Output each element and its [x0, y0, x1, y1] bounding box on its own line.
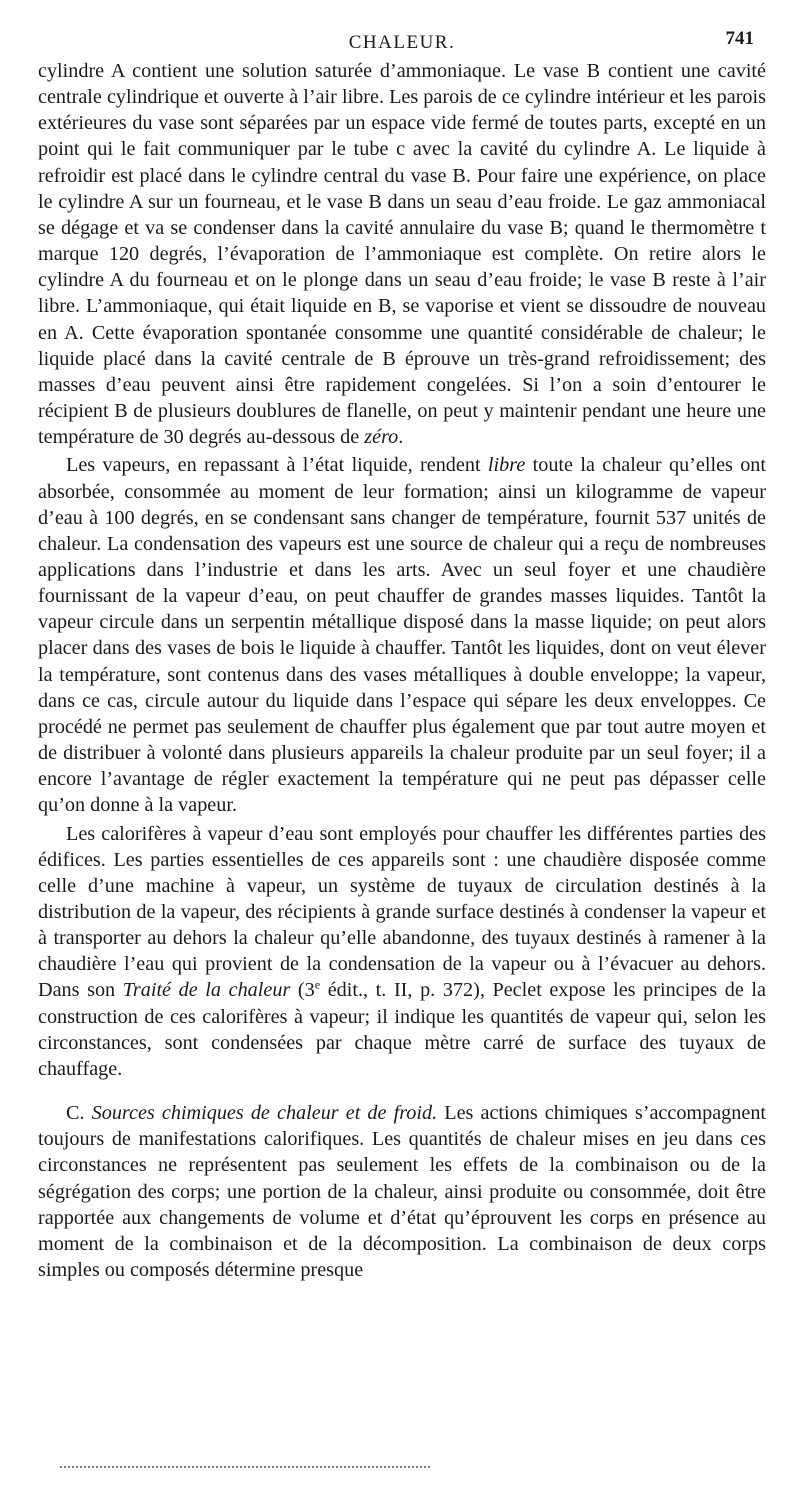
footer-rule: [60, 1466, 430, 1468]
book-title: Traité de la chaleur: [122, 979, 291, 1002]
paragraph-ammonia-apparatus: cylindre A contient une solution saturée d’ammoniaque. Le vase B contient une cavité centrale cylindrique et ouverte à l’air libre. Les parois de ce cylindre intérieur et les parois extérieures du vase sont séparées par un espace vide fermé de toutes parts, excepté en un point qui le fait communiquer par le tube c avec la cavité du cylindre A. Le liquide à refroidir est placé dans le cylindre central du vase B. Pour faire une expérience, on place le cylindre A sur un fourneau, et le vase B dans un seau d’eau froide. Le gaz ammoniacal se dégage et va se condenser dans la cavité annulaire du vase B; quand le thermomètre t marque 120 degrés, l’évaporation de l’ammoniaque est complète. On retire alors le cylindre A du fourneau et on le plonge dans un seau d’eau froide; le vase B reste à l’air libre. L’ammoniaque, qui était liquide en B, se vaporise et vient se dissoudre de nouveau en A. Cette évaporation spontanée consomme une quantité considérable de chaleur; le liquide placé dans la cavité centrale de B éprouve un très-grand refroidissement; des masses d’eau peuvent ainsi être rapidement congelées. Si l’on a soin d’entourer le récipient B de plusieurs doublures de flanelle, on peut y maintenir pendant une heure une température de 30 degrés au-dessous de zéro.: [38, 60, 766, 449]
paragraph-text: (3: [297, 979, 315, 1002]
paragraph-chemical-sources: [38, 1100, 766, 1283]
page-header: [38, 24, 766, 58]
paragraph-steam-heaters: [38, 821, 766, 1083]
paragraph-text: Les calorifères à vapeur d’eau sont employés pour chauffer les différentes parties des édifices. Les parties essentielles de ces appareils sont : une chaudière disposée comme celle d’une machine à vapeur, un système de tuyaux de circulation destinés à la distribution de la vapeur, des récipients à grande surface destinés à condenser la vapeur et à transporter au dehors la chaleur qu’elle abandonne, des tuyaux destinés à ramener à la chaudière l’eau qui provient de la condensation de la vapeur ou à l’évacuer au dehors. Dans son: [38, 822, 766, 1002]
italic-word: zéro: [364, 426, 399, 449]
section-heading: Sources chimiques de chaleur et de froid.: [91, 1102, 438, 1125]
paragraph-text: cylindre A contient une solution saturée d’ammoniaque. Le vase B contient une cavité centrale cylindrique et ouverte à l’air libre. Les parois de ce cylindre intérieur et les parois extérieures du vase sont séparées par un espace vide fermé de toutes parts, excepté en un point qui le fait communiquer par le tube c avec la cavité du cylindre A. Le liquide à refroidir est placé dans le cylindre central du vase B. Pour faire une expérience, on place le cylindre A sur un fourneau, et le vase B dans un seau d’eau froide. Le gaz ammoniacal se dégage et va se condenser dans la cavité annulaire du vase B; quand le thermomètre t marque 120 degrés, l’évaporation de l’ammoniaque est complète. On retire alors le cylindre A du fourneau et on le plonge dans un seau d’eau froide; le vase B reste à l’air libre. L’ammoniaque, qui était liquide en B, se vaporise et vient se dissoudre de nouveau en A. Cette évaporation spontanée consomme une quantité considérable de chaleur; le liquide placé dans la cavité centrale de B éprouve un très-grand refroidissement; des masses d’eau peuvent ainsi être rapidement congelées. Si l’on a soin d’entourer le récipient B de plusieurs doublures de flanelle, on peut y maintenir pendant une heure une température de 30 degrés au-dessous de: [38, 60, 766, 449]
paragraph-text: Les actions chimiques s’accompagnent toujours de manifestations calorifiques. Les quantités de chaleur mises en jeu dans ces circonstances ne représentent pas seulement les effets de la combinaison ou de la ségrégation des corps; une portion de la chaleur, ainsi produite ou consommée, doit être rapportée aux changements de volume et d’état qu’éprouvent les corps en présence au moment de la combinaison et de la décomposition. La combinaison de deux corps simples ou composés détermine presque: [38, 1102, 767, 1282]
page-number: 741: [725, 28, 754, 49]
superscript: e: [314, 977, 321, 992]
paragraph-text: toute la chaleur qu’elles ont absorbée, consommée au moment de leur formation; ainsi un kilogramme de vapeur d’eau à 100 degrés, en se condensant sans changer de température, fournit 537 unités de chaleur. La condensation des vapeurs est une source de chaleur qui a reçu de nombreuses applications dans l’industrie et dans les arts. Avec un seul foyer et une chaudière fournissant de la vapeur d’eau, on peut chauffer de grandes masses liquides. Tantôt la vapeur circule dans un serpentin métallique disposé dans la masse liquide; on peut alors placer dans des vases de bois le liquide à chauffer. Tantôt les liquides, dont on veut élever la température, sont contenus dans des vases métalliques à double enveloppe; la vapeur, dans ce cas, circule autour du liquide dans l’espace qui sépare les deux enveloppes. Ce procédé ne permet pas seulement de chauffer plus également que par tout autre moyen et de distribuer à volonté dans plusieurs appareils la chaleur produite par un seul foyer; il a encore l’avantage de régler exactement la température qui ne peut pas dépasser celle qu’on donne à la vapeur.: [38, 454, 767, 817]
body-text: [38, 58, 766, 1283]
italic-word: libre: [487, 454, 526, 477]
paragraph-vapour-condensation: [38, 452, 766, 818]
section-label: C.: [66, 1102, 85, 1125]
paragraph-text: Les vapeurs, en repassant à l’état liquide, rendent: [66, 454, 481, 477]
book-page: [38, 24, 766, 1283]
running-head: CHALEUR.: [348, 32, 456, 53]
paragraph-text: édit., t. II, p. 372), Peclet expose les principes de la construction de ces calorifères à vapeur; il indique les quantités de vapeur qui, selon les circonstances, sont condensées par chaque mètre carré de surface des tuyaux de chauffage.: [38, 979, 767, 1080]
